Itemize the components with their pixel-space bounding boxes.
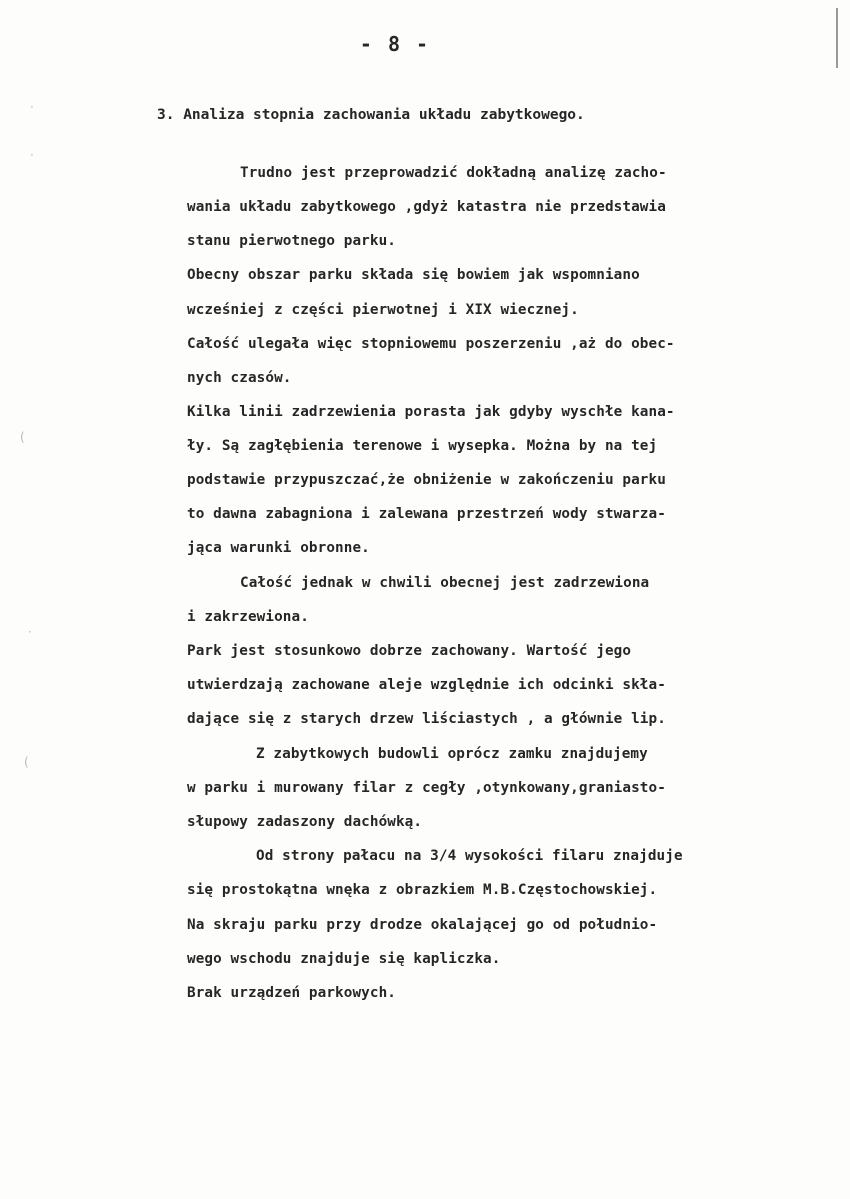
text-line: Całość jednak w chwili obecnej jest zadrzewiona (240, 575, 650, 591)
text-line: nych czasów. (187, 370, 292, 386)
text-line: Całość ulegała więc stopniowemu poszerzeniu ,aż do obec- (187, 336, 675, 352)
text-line: wego wschodu znajduje się kapliczka. (187, 951, 501, 967)
text-line: podstawie przypuszczać,że obniżenie w zakończeniu parku (187, 472, 666, 488)
text-line: Park jest stosunkowo dobrze zachowany. Wartość jego (187, 643, 632, 659)
text-line: stanu pierwotnego parku. (187, 233, 396, 249)
text-line: Trudno jest przeprowadzić dokładną analizę zacho- (240, 165, 667, 181)
text-line: Z zabytkowych budowli oprócz zamku znajdujemy (256, 746, 648, 762)
text-line: jąca warunki obronne. (187, 540, 370, 556)
text-line: dające się z starych drzew liściastych , a głównie lip. (187, 711, 666, 727)
text-line: się prostokątna wnęka z obrazkiem M.B.Częstochowskiej. (187, 882, 658, 898)
scan-margin-mark: · (28, 625, 32, 639)
text-line: ły. Są zagłębienia terenowe i wysepka. Można by na tej (187, 438, 658, 454)
text-line: utwierdzają zachowane aleje względnie ich odcinki skła- (187, 677, 666, 693)
text-line: to dawna zabagniona i zalewana przestrzeń wody stwarza- (187, 506, 666, 522)
scan-margin-mark: · (30, 100, 34, 114)
text-line: wania układu zabytkowego ,gdyż katastra nie przedstawia (187, 199, 666, 215)
scan-edge-mark (836, 8, 838, 68)
text-line: i zakrzewiona. (187, 609, 309, 625)
page-number: - 8 - (359, 32, 431, 56)
text-line: Od strony pałacu na 3/4 wysokości filaru znajduje (256, 848, 683, 864)
scan-margin-mark: ( (20, 430, 25, 444)
text-line: wcześniej z części pierwotnej i XIX wiecznej. (187, 302, 579, 318)
text-line: Kilka linii zadrzewienia porasta jak gdyby wyschłe kana- (187, 404, 675, 420)
section-heading: 3. Analiza stopnia zachowania układu zabytkowego. (157, 107, 585, 123)
scan-margin-mark: · (30, 148, 34, 162)
text-line: w parku i murowany filar z cegły ,otynkowany,graniasto- (187, 780, 666, 796)
text-line: Brak urządzeń parkowych. (187, 985, 396, 1001)
text-line: Obecny obszar parku składa się bowiem jak wspomniano (187, 267, 640, 283)
text-line: słupowy zadaszony dachówką. (187, 814, 423, 830)
text-line: Na skraju parku przy drodze okalającej go od południo- (187, 917, 658, 933)
scan-margin-mark: ( (24, 755, 29, 769)
